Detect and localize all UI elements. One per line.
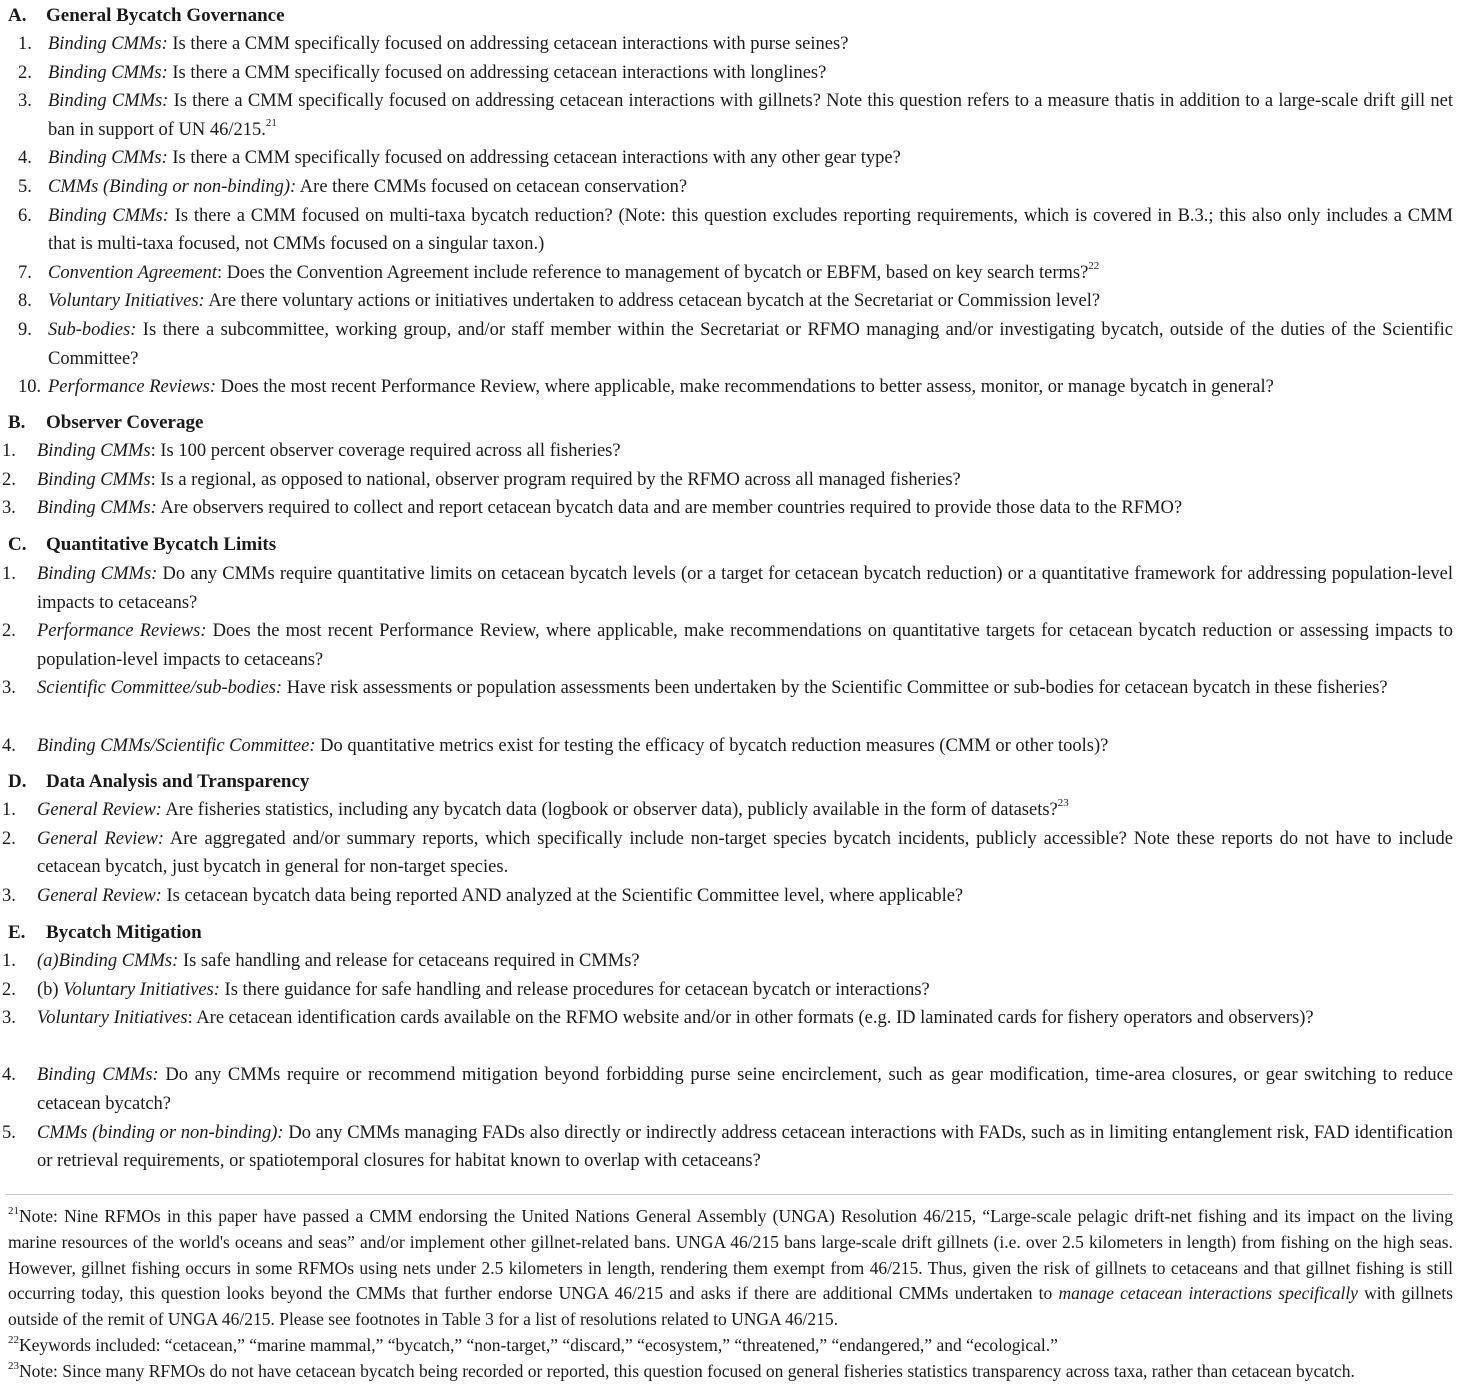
section-b-heading: B. Observer Coverage [8, 412, 204, 433]
list-item: 3. General Review: Is cetacean bycatch data being reported AND analyzed at the Scientific Committee level, where applicable? [2, 885, 964, 906]
list-item: 1. General Review: Are fisheries statistics, including any bycatch data (logbook or observer data), publicly available in the form of datasets?$^{23}$ [2, 796, 1069, 820]
list-item: 6. Binding CMMs: Is there a CMM focused on multi-taxa bycatch reduction? (Note: this question excludes reporting requirements, which is covered in B.3.; this also only includes a CMM that is multi-taxa focused, not CMMs focused on a singular taxon.) [18, 205, 1453, 255]
list-item: 1. Binding CMMs: Is there a CMM specifically focused on addressing cetacean interactions with purse seines? [18, 34, 849, 54]
list-item: 1. Binding CMMs: Is 100 percent observer coverage required across all fisheries? [2, 441, 621, 461]
list-item: 2. Performance Reviews: Does the most recent Performance Review, where applicable, make recommendations on quantitative targets for cetacean bycatch reduction or assessing impacts to population-level impacts to cetaceans? [2, 621, 1453, 670]
section-d-heading: D. Data Analysis and Transparency [8, 771, 310, 792]
list-item: 4. Binding CMMs: Do any CMMs require or recommend mitigation beyond forbidding purse seine encirclement, such as gear modification, time-area closures, or gear switching to reduce cetacean bycatch? [2, 1065, 1453, 1114]
list-item: 1. (a)Binding CMMs: Is safe handling and release for cetaceans required in CMMs? [2, 951, 640, 971]
list-item: 3. Voluntary Initiatives: Are cetacean identification cards available on the RFMO website and/or in other formats (e.g. ID laminated cards for fishery operators and observers)? [2, 1008, 1314, 1029]
list-item: 10. Performance Reviews: Does the most recent Performance Review, where applicable, make recommendations to better assess, monitor, or manage bycatch in general? [18, 377, 1274, 398]
section-a-heading: A. General Bycatch Governance [8, 5, 285, 26]
section-c-heading: C. Quantitative Bycatch Limits [8, 534, 277, 555]
list-item: 3. Binding CMMs: Is there a CMM specifically focused on addressing cetacean interactions with gillnets? Note this question refers to a measure thatis in addition to a large-scale drift gill net ban in support of UN 46/215.21 [18, 91, 1453, 140]
list-item: 9. Sub-bodies: Is there a subcommittee, working group, and/or staff member within the Secretariat or RFMO managing and/or investigating bycatch, outside of the duties of the Scientific Committee? [18, 320, 1453, 369]
list-item: 5. CMMs (binding or non-binding): Do any CMMs managing FADs also directly or indirectly address cetacean interactions with FADs, such as in limiting entanglement risk, FAD identification or retrieval requirements, or spatiotemporal closures for habitat known to overlap with cetaceans? [2, 1122, 1454, 1172]
footnote-divider [6, 1194, 1453, 1195]
footnote-22: $^{22}$Keywords included: “cetacean,” “marine mammal,” “bycatch,” “non-target,” “discard,” “ecosystem,” “threatened,” “endangered,” and “ecological.” [8, 1334, 1058, 1355]
list-item: 2. Binding CMMs: Is a regional, as opposed to national, observer program required by the RFMO across all managed fisheries? [2, 469, 961, 490]
list-item: 2. General Review: Are aggregated and/or summary reports, which specifically include non-target species bycatch incidents, publicly accessible? Note these reports do not have to include cetacean bycatch, just bycatch in general for non-target species. [2, 828, 1453, 878]
list-item: 2. (b) Voluntary Initiatives: Is there guidance for safe handling and release procedures for cetacean bycatch or interactions? [2, 979, 930, 1000]
section-e-heading: E. Bycatch Mitigation [8, 922, 202, 943]
footnote-23: $^{23}$Note: Since many RFMOs do not have cetacean bycatch being recorded or reported, this question focused on general fisheries statistics transparency across taxa, rather than cetacean bycatch. [8, 1360, 1355, 1381]
footnote-21: $^{21}$Note: Nine RFMOs in this paper have passed a CMM endorsing the United Nations General Assembly (UNGA) Resolution 46/215, “Large-scale pelagic drift-net fishing and its impact on the living marine resources of the world's oceans and seas” and/or implement other gillnet-related bans. UNGA 46/215 bans large-scale drift gillnets (i.e. over 2.5 kilometers in length) from fishing on the high seas. However, gillnet fishing occurs in some RFMOs using nets under 2.5 kilometers in length, rendering them exempt from 46/215. Thus, given the risk of gillnets to cetaceans and that gillnet fishing is still occurring today, this question looks beyond the CMMs that further endorse UNGA 46/215 and asks if there are additional CMMs undertaken to manage cetacean interactions specifically with gillnets outside of the remit of UNGA 46/215. Please see footnotes in Table 3 for a list of resolutions related to UNGA 46/215. [8, 1205, 1453, 1330]
list-item: 2. Binding CMMs: Is there a CMM specifically focused on addressing cetacean interactions with longlines? [18, 62, 827, 83]
list-item: 4. Binding CMMs: Is there a CMM specifically focused on addressing cetacean interactions with any other gear type? [18, 148, 901, 169]
list-item: 7. Convention Agreement: Does the Convention Agreement include reference to management of bycatch or EBFM, based on key search terms?$^{22}$ [18, 259, 1100, 283]
list-item: 5. CMMs (Binding or non-binding): Are there CMMs focused on cetacean conservation? [18, 177, 688, 197]
list-item: 4. Binding CMMs/Scientific Committee: Do quantitative metrics exist for testing the efficacy of bycatch reduction measures (CMM or other tools)? [2, 735, 1109, 756]
list-item: 3. Scientific Committee/sub-bodies: Have risk assessments or population assessments been undertaken by the Scientific Committee or sub-bodies for cetacean bycatch in these fisheries? [2, 678, 1388, 699]
list-item: 8. Voluntary Initiatives: Are there voluntary actions or initiatives undertaken to address cetacean bycatch at the Secretariat or Commission level? [18, 291, 1101, 312]
list-item: 1. Binding CMMs: Do any CMMs require quantitative limits on cetacean bycatch levels (or a target for cetacean bycatch reduction) or a quantitative framework for addressing population-level impacts to cetaceans? [2, 564, 1453, 613]
list-item: 3. Binding CMMs: Are observers required to collect and report cetacean bycatch data and are member countries required to provide those data to the RFMO? [2, 498, 1183, 519]
